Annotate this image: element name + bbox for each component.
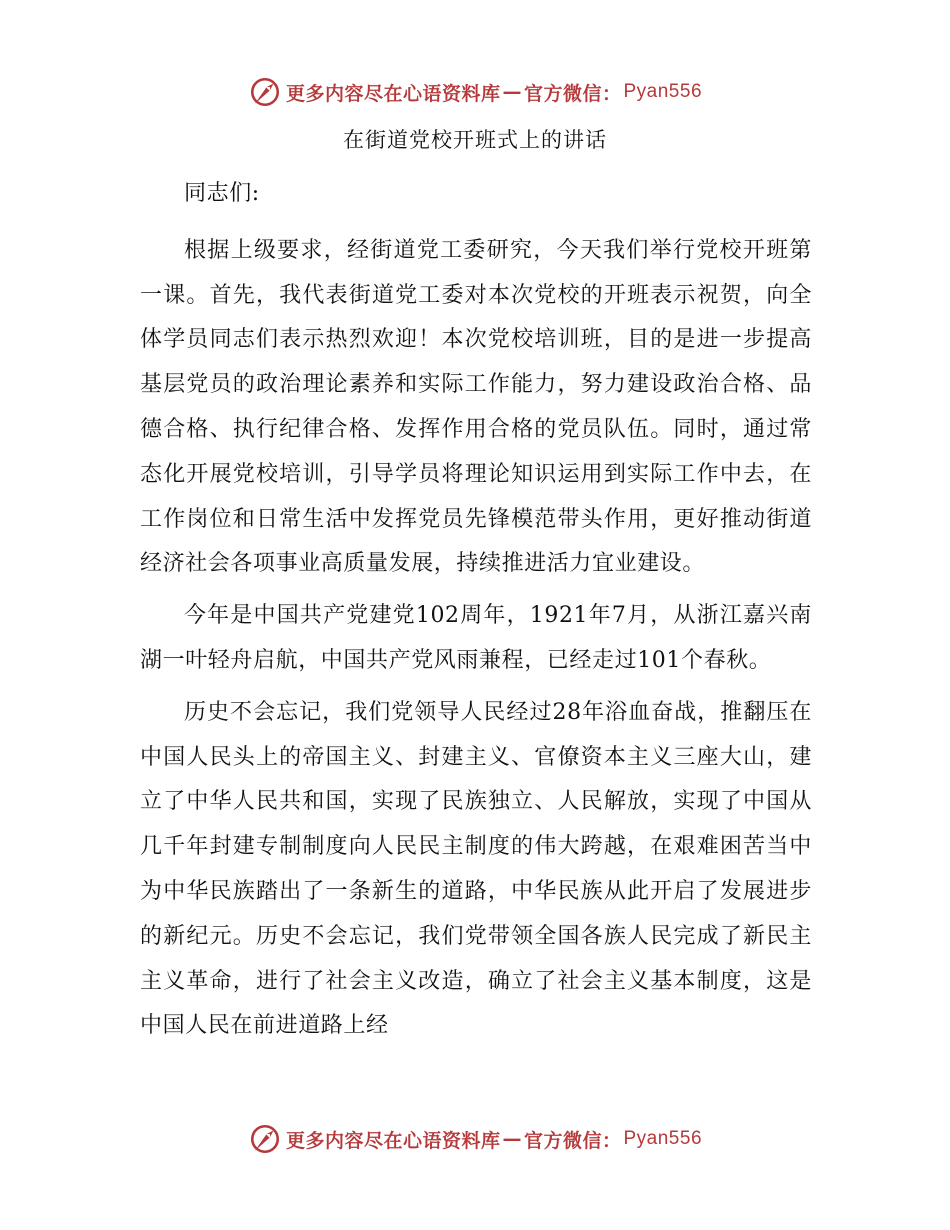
paragraph-1: 根据上级要求，经街道党工委研究，今天我们举行党校开班第一课。首先，我代表街道党工委对本次党校的开班表示祝贺，向全体学员同志们表示热烈欢迎！本次党校培训班，目的是进一步提高基层党员的政治理论素养和实际工作能力，努力建设政治合格、品德合格、执行纪律合格、发挥作用合格的党员队伍。同时，通过常态化开展党校培训，引导学员将理论知识运用到实际工作中去，在工作岗位和日常生活中发挥党员先锋模范带头作用，更好推动街道经济社会各项事业高质量发展，持续推进活力宜业建设。 xyxy=(140,237,812,577)
document-body xyxy=(140,172,812,1056)
document-title: 在街道党校开班式上的讲话 xyxy=(343,128,607,152)
watermark-text: 更多内容尽在心语资料库 xyxy=(285,1129,501,1152)
pen-nib-logo-icon xyxy=(248,75,282,109)
watermark-wechat-id: Pyan556 xyxy=(623,81,703,102)
watermark-label: 官方微信： xyxy=(523,1129,622,1152)
pen-nib-logo-icon xyxy=(248,1122,282,1156)
watermark-wechat-id: Pyan556 xyxy=(623,1128,703,1149)
salutation: 同志们: xyxy=(184,181,260,206)
watermark-separator: — xyxy=(502,1128,522,1150)
watermark-text: 更多内容尽在心语资料库 xyxy=(285,82,501,105)
watermark-separator: — xyxy=(502,81,522,103)
paragraph-3: 历史不会忘记，我们党领导人民经过28年浴血奋战，推翻压在中国人民头上的帝国主义、封建主义、官僚资本主义三座大山，建立了中华人民共和国，实现了民族独立、人民解放，实现了中国从几千年封建专制制度向人民民主制度的伟大跨越，在艰难困苦当中为中华民族踏出了一条新生的道路，中华民族从此开启了发展进步的新纪元。历史不会忘记，我们党带领全国各族人民完成了新民主主义革命，进行了社会主义改造，确立了社会主义基本制度，这是中国人民在前进道路上经 xyxy=(140,699,812,1039)
paragraph-2: 今年是中国共产党建党102周年，1921年7月，从浙江嘉兴南湖一叶轻舟启航，中国共产党风雨兼程，已经走过101个春秋。 xyxy=(140,603,812,673)
footer-watermark xyxy=(0,1117,950,1161)
watermark-label: 官方微信： xyxy=(523,82,622,105)
header-watermark xyxy=(0,70,950,114)
